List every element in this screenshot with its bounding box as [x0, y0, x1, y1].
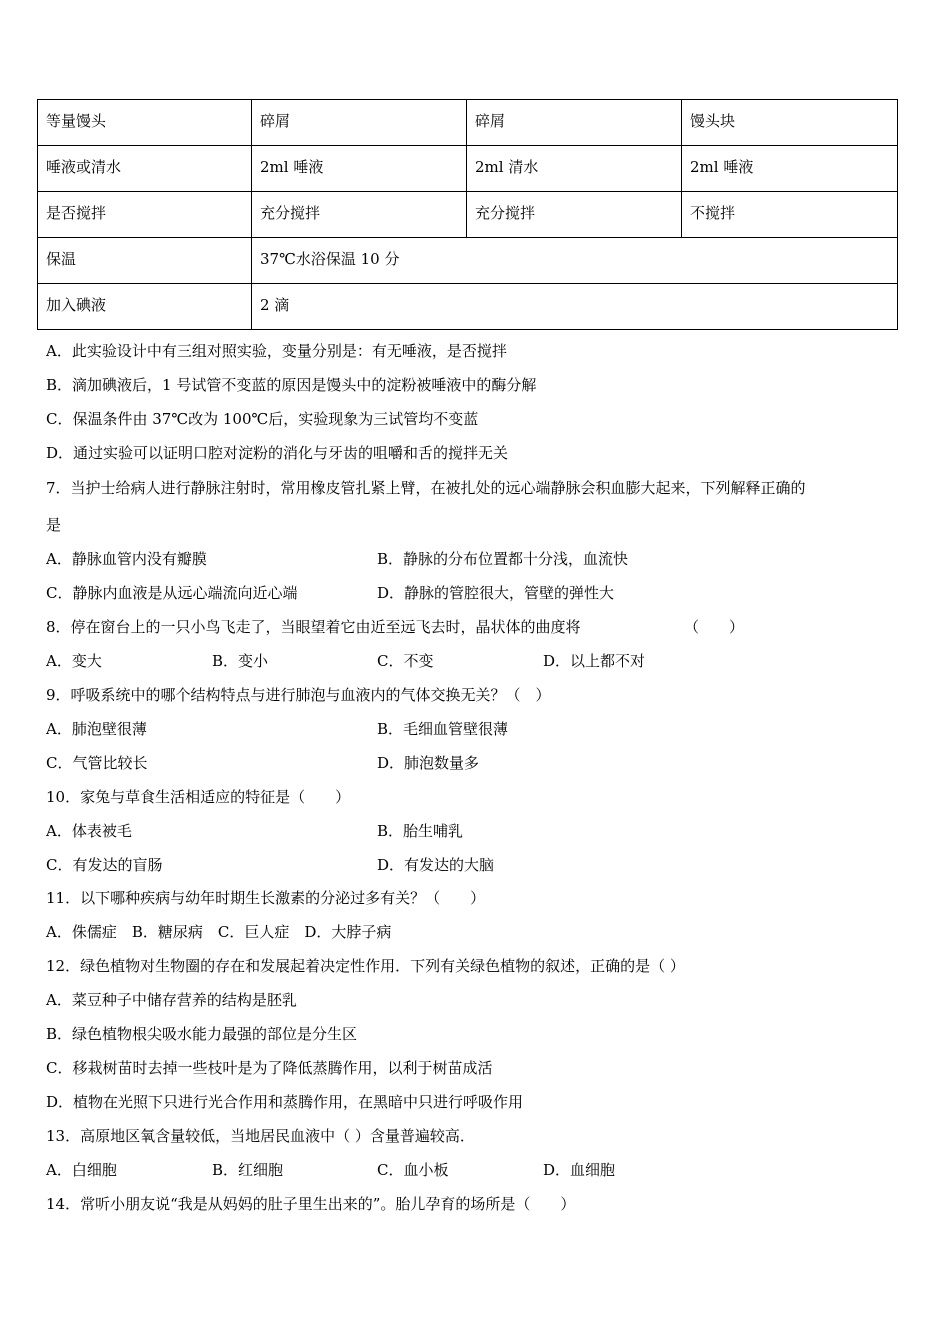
q8-option-b: B．变小 [212, 652, 269, 670]
q12-option-a: A．菜豆种子中储存营养的结构是胚乳 [46, 991, 297, 1009]
q12-stem: 12．绿色植物对生物圈的存在和发展起着决定性作用．下列有关绿色植物的叙述，正确的是（ ） [46, 957, 685, 975]
q6-option-c: C．保温条件由 37℃改为 100℃后，实验现象为三试管均不变蓝 [46, 410, 479, 428]
table-cell: 碎屑 [467, 100, 682, 146]
q7-stem-cont: 是 [46, 516, 62, 534]
q7-option-c: C．静脉内血液是从远心端流向近心端 [46, 584, 298, 602]
q13-option-b: B．红细胞 [212, 1161, 284, 1179]
table-cell: 加入碘液 [38, 284, 252, 330]
q9-option-a: A．肺泡壁很薄 [46, 720, 147, 738]
q13-option-d: D．血细胞 [543, 1161, 616, 1179]
q10-option-c: C．有发达的盲肠 [46, 856, 163, 874]
q10-option-d: D．有发达的大脑 [377, 856, 495, 874]
q8-option-d: D．以上都不对 [543, 652, 646, 670]
q8-stem: 8．停在窗台上的一只小鸟飞走了，当眼望着它由近至远飞去时，晶状体的曲度将 [46, 618, 581, 636]
table-cell: 馒头块 [682, 100, 898, 146]
q11-stem: 11．以下哪种疾病与幼年时期生长激素的分泌过多有关？（ ） [46, 889, 486, 907]
q6-option-b: B．滴加碘液后，1 号试管不变蓝的原因是馒头中的淀粉被唾液中的酶分解 [46, 376, 537, 394]
q8-answer-paren: （ ） [684, 618, 745, 636]
table-cell: 碎屑 [252, 100, 467, 146]
q14-stem: 14．常听小朋友说“我是从妈妈的肚子里生出来的”。胎儿孕育的场所是（ ） [46, 1195, 576, 1213]
q10-option-b: B．胎生哺乳 [377, 822, 464, 840]
q8-option-a: A．变大 [46, 652, 102, 670]
table-cell: 2ml 唾液 [252, 146, 467, 192]
q7-stem: 7．当护士给病人进行静脉注射时，常用橡皮管扎紧上臂，在被扎处的远心端静脉会积血膨大起来，下列解释正确的 [46, 479, 806, 497]
table-row [38, 238, 898, 284]
q12-option-b: B．绿色植物根尖吸水能力最强的部位是分生区 [46, 1025, 358, 1043]
q13-option-a: A．白细胞 [46, 1161, 117, 1179]
table-row [38, 100, 898, 146]
q7-option-b: B．静脉的分布位置都十分浅，血流快 [377, 550, 629, 568]
table-cell: 不搅拌 [682, 192, 898, 238]
table-cell: 2ml 清水 [467, 146, 682, 192]
q11-options: A．侏儒症 B．糖尿病 C．巨人症 D．大脖子病 [46, 923, 392, 941]
table-row [38, 146, 898, 192]
q13-option-c: C．血小板 [377, 1161, 449, 1179]
table-cell: 是否搅拌 [38, 192, 252, 238]
q7-option-a: A．静脉血管内没有瓣膜 [46, 550, 207, 568]
table-cell: 充分搅拌 [467, 192, 682, 238]
q10-option-a: A．体表被毛 [46, 822, 132, 840]
table-row [38, 192, 898, 238]
table-cell: 保温 [38, 238, 252, 284]
q9-option-d: D．肺泡数量多 [377, 754, 480, 772]
experiment-table [37, 99, 898, 330]
q8-option-c: C．不变 [377, 652, 434, 670]
table-cell: 37℃水浴保温 10 分 [252, 238, 898, 284]
table-cell: 等量馒头 [38, 100, 252, 146]
q10-stem: 10．家兔与草食生活相适应的特征是（ ） [46, 788, 351, 806]
q12-option-c: C．移栽树苗时去掉一些枝叶是为了降低蒸腾作用，以利于树苗成活 [46, 1059, 493, 1077]
q6-option-a: A．此实验设计中有三组对照实验，变量分别是：有无唾液，是否搅拌 [46, 342, 507, 360]
table-cell: 2 滴 [252, 284, 898, 330]
q12-option-d: D．植物在光照下只进行光合作用和蒸腾作用，在黑暗中只进行呼吸作用 [46, 1093, 524, 1111]
q7-option-d: D．静脉的管腔很大，管壁的弹性大 [377, 584, 615, 602]
q6-option-d: D．通过实验可以证明口腔对淀粉的消化与牙齿的咀嚼和舌的搅拌无关 [46, 444, 509, 462]
q13-stem: 13．高原地区氧含量较低，当地居民血液中（ ）含量普遍较高． [46, 1127, 475, 1145]
table-cell: 唾液或清水 [38, 146, 252, 192]
q9-option-b: B．毛细血管壁很薄 [377, 720, 509, 738]
q9-stem: 9．呼吸系统中的哪个结构特点与进行肺泡与血液内的气体交换无关？（ ） [46, 686, 551, 704]
q9-option-c: C．气管比较长 [46, 754, 148, 772]
table-cell: 充分搅拌 [252, 192, 467, 238]
table-cell: 2ml 唾液 [682, 146, 898, 192]
table-row [38, 284, 898, 330]
